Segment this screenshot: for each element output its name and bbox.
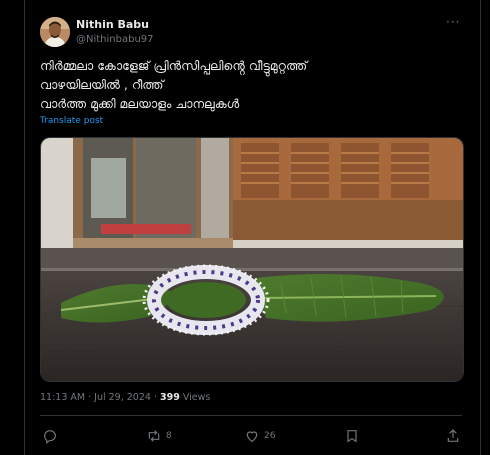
post-meta — [40, 392, 210, 403]
post-image[interactable] — [40, 137, 464, 382]
retweet-count: 8 — [166, 431, 172, 441]
bookmark-icon — [344, 428, 360, 444]
retweet-icon — [146, 428, 162, 444]
post-text-line: നിർമ്മലാ കോളേജ് പ്രിൻസിപ്പലിൻ്റെ വീട്ടുമുറ്റത്ത് — [40, 58, 308, 73]
share-button[interactable] — [445, 428, 461, 444]
reply-icon — [42, 428, 58, 444]
views-label: Views — [179, 392, 211, 403]
post-text-line: വാർത്ത മുക്കി മലയാളം ചാനലുകൾ — [40, 96, 240, 111]
author-handle[interactable]: @Nithinbabu97 — [76, 34, 154, 45]
share-icon — [445, 428, 461, 444]
more-options-icon[interactable]: ··· — [446, 15, 461, 29]
heart-icon — [244, 428, 260, 444]
post-text-line: വാഴയിലയിൽ , റീത്ത് — [40, 77, 164, 92]
avatar-photo — [40, 17, 70, 47]
bookmark-button[interactable] — [344, 428, 360, 444]
translate-post-link[interactable]: Translate post — [40, 116, 104, 126]
photo-wreath-on-banana-leaf — [41, 138, 463, 381]
retweet-button[interactable] — [146, 428, 172, 444]
post-text — [40, 56, 460, 113]
avatar[interactable] — [40, 17, 70, 47]
reply-button[interactable] — [42, 428, 58, 444]
like-button[interactable] — [244, 428, 275, 444]
author-name[interactable]: Nithin Babu — [76, 18, 150, 31]
divider — [40, 415, 462, 416]
like-count: 26 — [264, 431, 276, 441]
timestamp[interactable]: 11:13 AM · Jul 29, 2024 · — [40, 392, 160, 403]
views-count: 399 — [160, 392, 180, 403]
